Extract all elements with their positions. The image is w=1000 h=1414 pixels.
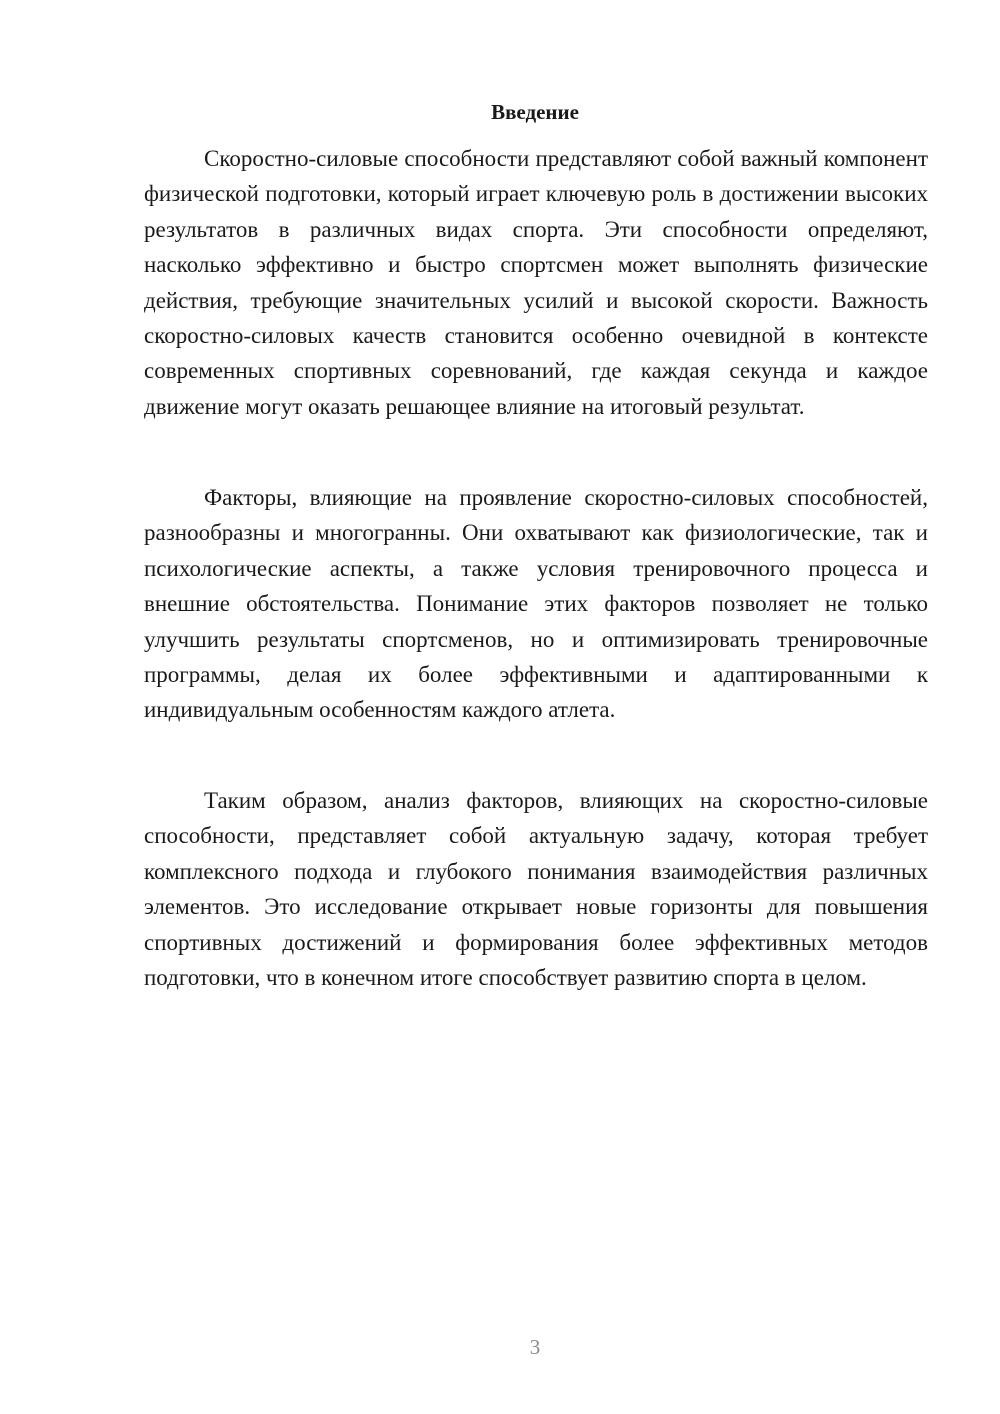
page-number: 3	[529, 1335, 541, 1359]
paragraph-2: Факторы, влияющие на проявление скоростно-силовых способностей, разнообразны и многогранны. Они охватывают как физиологические, так и психологические аспекты, а также условия тренировочного процесса и внешние обстоятельства. Понимание этих факторов позволяет не только улучшить результаты спортсменов, но и оптимизировать тренировочные программы, делая их более эффективными и адаптированными к индивидуальным особенностям каждого атлета.	[144, 485, 928, 723]
paragraph-3: Таким образом, анализ факторов, влияющих на скоростно-силовые способности, представляет собой актуальную задачу, которая требует комплексного подхода и глубокого понимания взаимодействия различных элементов. Это исследование открывает новые горизонты для повышения спортивных достижений и формирования более эффективных методов подготовки, что в конечном итоге способствует развитию спорта в целом.	[144, 788, 928, 991]
page-title: Введение	[491, 100, 579, 124]
paragraph-1: Скоростно-силовые способности представляют собой важный компонент физической подготовки, который играет ключевую роль в достижении высоких результатов в различных видах спорта. Эти способности определяют, насколько эффективно и быстро спортсмен может выполнять физические действия, требующие значительных усилий и высокой скорости. Важность скоростно-силовых качеств становится особенно очевидной в контексте современных спортивных соревнований, где каждая секунда и каждое движение могут оказать решающее влияние на итоговый результат.	[144, 146, 928, 419]
